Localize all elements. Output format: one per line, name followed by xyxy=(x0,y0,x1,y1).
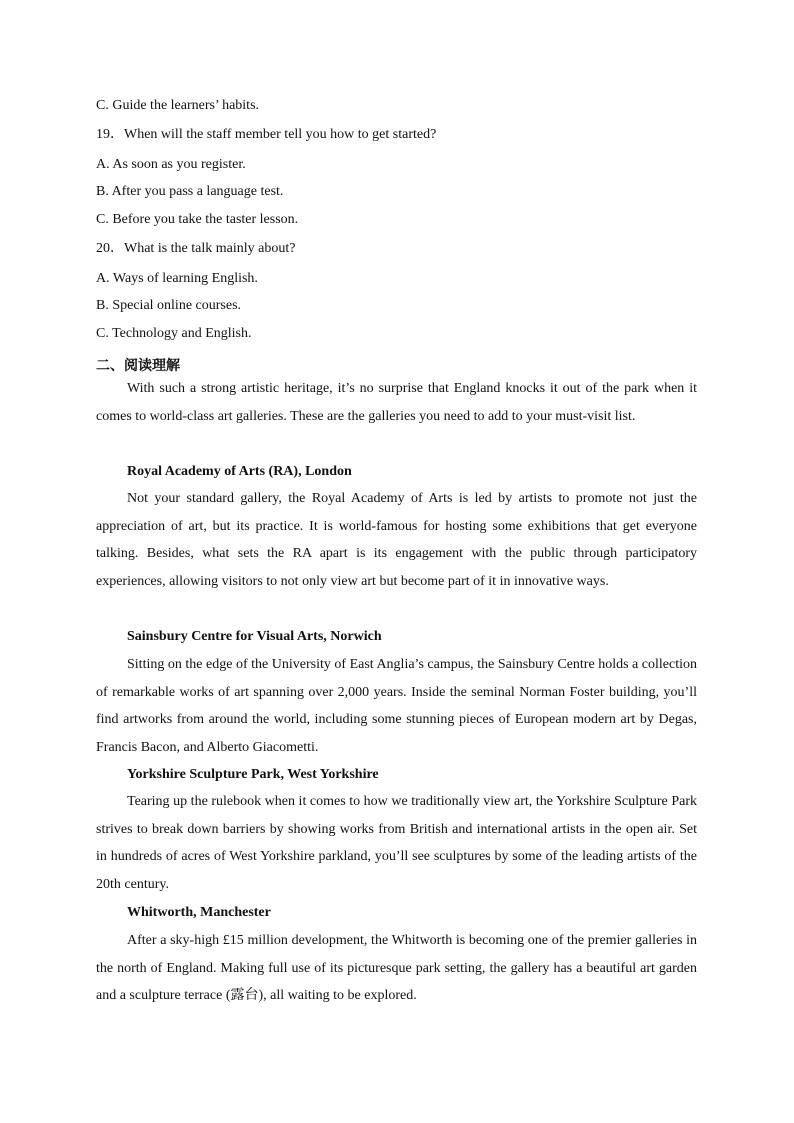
gallery-title-sainsbury: Sainsbury Centre for Visual Arts, Norwich xyxy=(127,629,382,644)
q19-option-a: A. As soon as you register. xyxy=(96,157,246,172)
gallery-title-yorkshire: Yorkshire Sculpture Park, West Yorkshire xyxy=(127,767,379,782)
q19-option-c: C. Before you take the taster lesson. xyxy=(96,212,299,227)
gallery-title-whitworth: Whitworth, Manchester xyxy=(127,905,271,920)
gallery-text-royal-academy: Not your standard gallery, the Royal Academy of Arts is led by artists to promote not just the appreciation of art, but its practice. It is world-famous for hosting some exhibitions that get everyone talking. Besides, what sets the RA apart is its engagement with the public through participatory experiences, allowing visitors to not only view art but become part of it in innovative ways. xyxy=(96,491,697,589)
q20-option-a: A. Ways of learning English. xyxy=(96,271,258,286)
q20-option-b: B. Special online courses. xyxy=(96,298,242,313)
gallery-text-yorkshire: Tearing up the rulebook when it comes to how we traditionally view art, the Yorkshire Sculpture Park strives to break down barriers by showing works from British and international artists in the open air. Set in hundreds of acres of West Yorkshire parkland, you’ll see sculptures by some of the leading artists of the 20th century. xyxy=(96,794,697,892)
intro-paragraph: With such a strong artistic heritage, it’s no surprise that England knocks it out of the park when it comes to world-class art galleries. These are the galleries you need to add to your must-visit list. xyxy=(96,381,697,424)
q19-stem: 19．When will the staff member tell you how to get started? xyxy=(96,127,437,142)
section-title-reading: 二、阅读理解 xyxy=(96,358,180,374)
q18-option-c: C. Guide the learners’ habits. xyxy=(96,98,260,113)
gallery-text-sainsbury: Sitting on the edge of the University of East Anglia’s campus, the Sainsbury Centre holds a collection of remarkable works of art spanning over 2,000 years. Inside the seminal Norman Foster building, you’ll find artworks from around the world, including some stunning pieces of European modern art by Degas, Francis Bacon, and Alberto Giacometti. xyxy=(96,657,697,755)
q19-option-b: B. After you pass a language test. xyxy=(96,184,284,199)
gallery-title-royal-academy: Royal Academy of Arts (RA), London xyxy=(127,464,352,479)
gallery-text-whitworth: After a sky-high £15 million development, the Whitworth is becoming one of the premier galleries in the north of England. Making full use of its picturesque park setting, the gallery has a beautiful art garden and a sculpture terrace (露台), all waiting to be explored. xyxy=(96,933,697,1004)
q20-option-c: C. Technology and English. xyxy=(96,326,252,341)
q20-stem: 20．What is the talk mainly about? xyxy=(96,241,296,256)
